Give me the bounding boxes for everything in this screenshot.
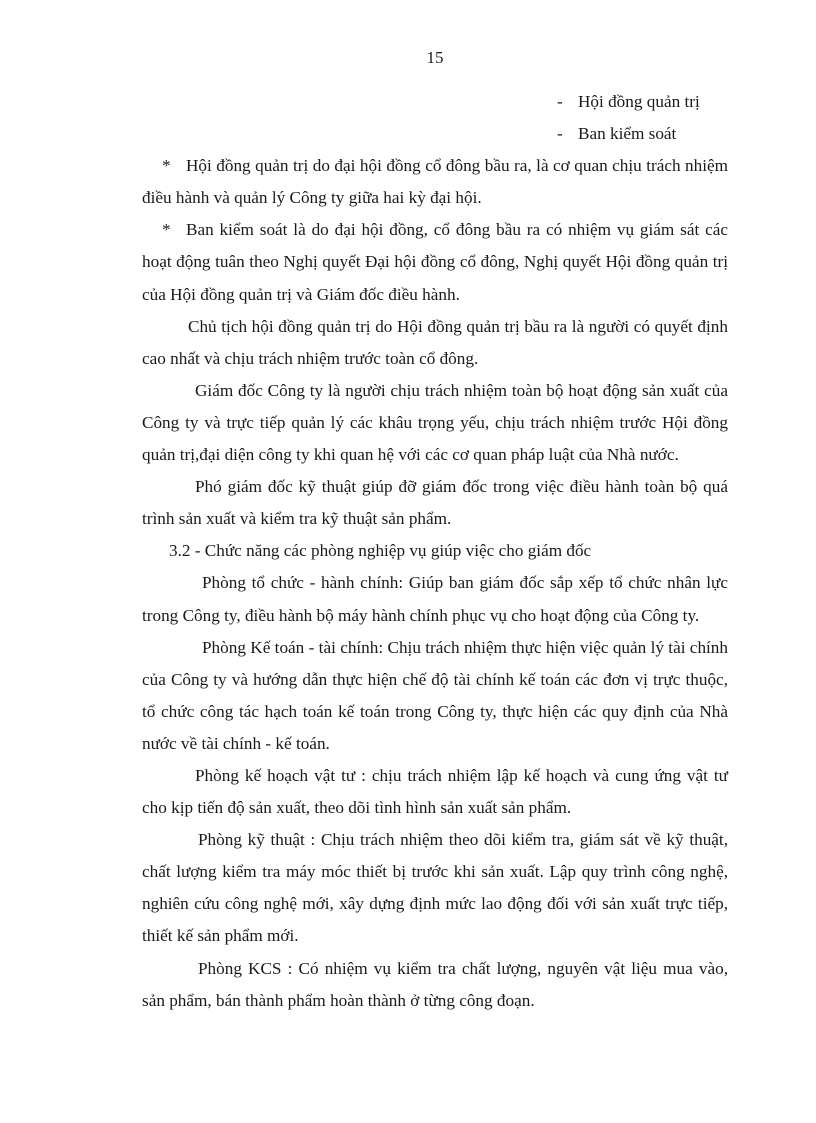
paragraph-admin-dept: Phòng tổ chức - hành chính: Giúp ban giám đốc sắp xếp tổ chức nhân lực trong Công ty, điều hành bộ máy hành chính phục vụ cho hoạt động của Công ty.: [142, 573, 728, 625]
star-bullet: *: [162, 220, 171, 240]
paragraph-director: Giám đốc Công ty là người chịu trách nhiệm toàn bộ hoạt động sản xuất của Công ty và trực tiếp quản lý các khâu trọng yếu, chịu trách nhiệm trước Hội đồng quản trị,đại diện công ty khi quan hệ với các cơ quan pháp luật của Nhà nước.: [142, 380, 728, 465]
dash-item-board: [142, 86, 728, 118]
paragraph-deputy-director: Phó giám đốc kỹ thuật giúp đỡ giám đốc trong việc điều hành toàn bộ quá trình sản xuất và kiểm tra kỹ thuật sản phẩm.: [142, 477, 728, 529]
paragraph-accounting-dept: Phòng Kế toán - tài chính: Chịu trách nhiệm thực hiện việc quản lý tài chính của Công ty và hướng dẫn thực hiện chế độ tài chính kế toán các đơn vị trực thuộc, tổ chức công tác hạch toán kế toán trong Công ty, thực hiện các quy định của Nhà nước về tài chính - kế toán.: [142, 637, 728, 753]
dash-bullet: -: [557, 92, 563, 111]
dash-item-text: Ban kiểm soát: [578, 124, 677, 144]
paragraph-kcs-dept: Phòng KCS : Có nhiệm vụ kiểm tra chất lượng, nguyên vật liệu mua vào, sản phẩm, bán thành phẩm hoàn thành ở từng công đoạn.: [142, 958, 728, 1010]
paragraph-text: Ban kiểm soát là do đại hội đồng, cổ đông bầu ra có nhiệm vụ giám sát các hoạt động tuân theo Nghị quyết Đại hội đồng cổ đông, Nghị quyết Hội đồng quản trị của Hội đồng quản trị và Giám đốc điều hành.: [142, 220, 728, 304]
body-text: [142, 86, 728, 1017]
dash-item-control: [142, 118, 728, 150]
paragraph-chairman: Chủ tịch hội đồng quản trị do Hội đồng quản trị bầu ra là người có quyết định cao nhất và chịu trách nhiệm trước toàn cổ đông.: [142, 316, 728, 368]
dash-bullet: -: [557, 124, 563, 144]
paragraph-board-of-directors: [142, 150, 728, 214]
star-bullet: *: [162, 156, 171, 176]
paragraph-text: Hội đồng quản trị do đại hội đồng cổ đông bầu ra, là cơ quan chịu trách nhiệm điều hành và quản lý Công ty giữa hai kỳ đại hội.: [142, 156, 728, 208]
paragraph-control-board: [142, 214, 728, 310]
page-number: 15: [426, 48, 444, 67]
section-heading-3-2: 3.2 - Chức năng các phòng nghiệp vụ giúp việc cho giám đốc: [169, 541, 592, 561]
paragraph-planning-dept: Phòng kế hoạch vật tư : chịu trách nhiệm lập kế hoạch và cung ứng vật tư cho kịp tiến độ sản xuất, theo dõi tình hình sản xuất sản phẩm.: [142, 765, 728, 818]
dash-item-text: Hội đồng quản trị: [578, 92, 700, 111]
paragraph-technical-dept: Phòng kỹ thuật : Chịu trách nhiệm theo dõi kiểm tra, giám sát về kỹ thuật, chất lượng kiểm tra máy móc thiết bị trước khi sản xuất. Lập quy trình công nghệ, nghiên cứu công nghệ mới, xây dựng định mức lao động đối với sản xuất trực tiếp, thiết kế sản phẩm mới.: [142, 830, 728, 946]
